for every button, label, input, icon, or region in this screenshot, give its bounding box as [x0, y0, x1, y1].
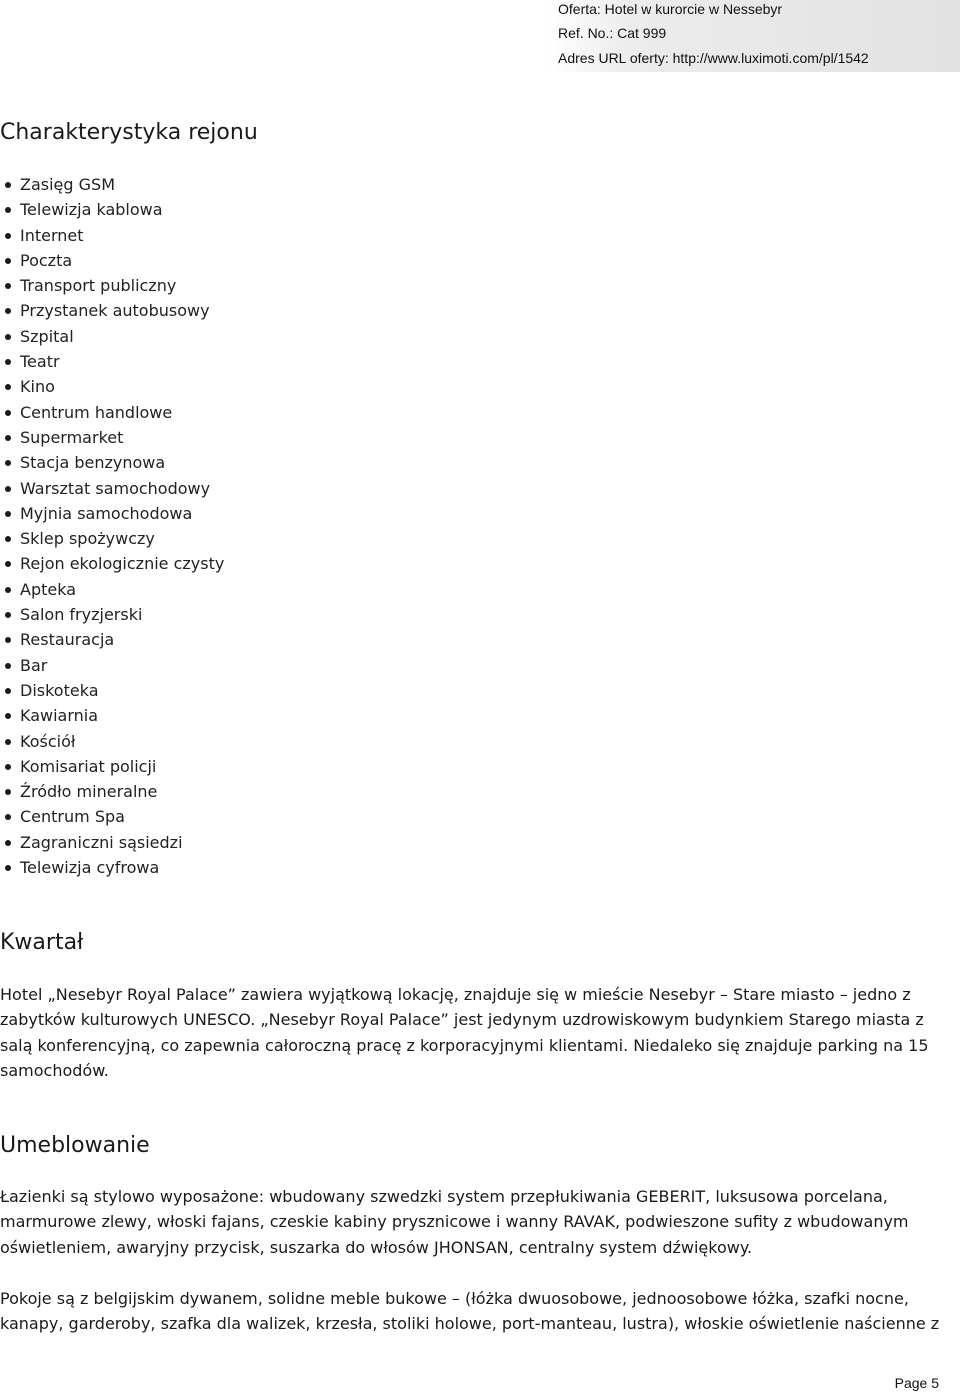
bullet-icon [5, 207, 11, 213]
list-item [0, 551, 224, 576]
list-item-label: Restauracja [20, 630, 115, 650]
page-header [0, 0, 960, 72]
list-item-label: Komisariat policji [20, 756, 157, 776]
list-item [0, 779, 224, 804]
list-item [0, 804, 224, 829]
list-item [0, 754, 224, 779]
list-item [0, 678, 224, 703]
list-item-label: Apteka [20, 579, 77, 599]
list-item [0, 577, 224, 602]
list-item [0, 273, 224, 298]
list-item-label: Centrum handlowe [20, 402, 173, 422]
list-item-label: Warsztat samochodowy [20, 478, 211, 498]
bullet-icon [5, 410, 11, 416]
list-item [0, 349, 224, 374]
list-item [0, 450, 224, 475]
bullet-icon [5, 334, 11, 340]
bullet-icon [5, 840, 11, 846]
list-item-label: Diskoteka [20, 680, 99, 700]
list-item-label: Bar [20, 655, 48, 675]
list-item-label: Kino [20, 377, 55, 397]
list-item [0, 223, 224, 248]
list-item [0, 298, 224, 323]
bullet-icon [5, 233, 11, 239]
list-item [0, 653, 224, 678]
list-item [0, 425, 224, 450]
bullet-icon [5, 435, 11, 441]
list-item [0, 374, 224, 399]
reference-number: Ref. No.: Cat 999 [558, 25, 667, 41]
bullet-icon [5, 713, 11, 719]
list-item [0, 729, 224, 754]
list-item-label: Zagraniczni sąsiedzi [20, 832, 183, 852]
bullet-icon [5, 865, 11, 871]
bullet-icon [5, 587, 11, 593]
list-item-label: Centrum Spa [20, 807, 125, 827]
list-item-label: Rejon ekologicznie czysty [20, 554, 225, 574]
list-item [0, 400, 224, 425]
page-number: Page 5 [894, 1375, 939, 1391]
bullet-icon [5, 182, 11, 188]
list-item-label: Telewizja cyfrowa [20, 858, 160, 878]
list-item-label: Telewizja kablowa [20, 200, 163, 220]
bullet-icon [5, 814, 11, 820]
list-item-label: Szpital [20, 326, 74, 346]
bullet-icon [5, 359, 11, 365]
bullet-icon [5, 612, 11, 618]
quarter-section-title: Kwartał [0, 930, 84, 955]
rooms-description: Pokoje są z belgijskim dywanem, solidne meble bukowe – (łóżka dwuosobowe, jednoosobowe łóżka, szafki nocne, kanapy, garderoby, szafka dla walizek, krzesła, stoliki holowe, port-manteau, lustra), włoskie oświetlenie naścienne z [0, 1289, 940, 1334]
bullet-icon [5, 663, 11, 669]
list-item [0, 197, 224, 222]
list-item [0, 830, 224, 855]
region-section-title: Charakterystyka rejonu [0, 120, 258, 145]
list-item [0, 627, 224, 652]
offer-url: Adres URL oferty: http://www.luximoti.com/pl/1542 [558, 50, 869, 66]
list-item [0, 501, 224, 526]
list-item-label: Teatr [20, 352, 60, 372]
list-item [0, 526, 224, 551]
bullet-icon [5, 486, 11, 492]
list-item [0, 703, 224, 728]
bullet-icon [5, 308, 11, 314]
list-item [0, 248, 224, 273]
list-item [0, 172, 224, 197]
region-feature-list [0, 172, 224, 880]
list-item-label: Zasięg GSM [20, 175, 115, 194]
list-item [0, 324, 224, 349]
list-item-label: Przystanek autobusowy [20, 301, 210, 321]
list-item-label: Kawiarnia [20, 706, 99, 726]
bullet-icon [5, 283, 11, 289]
bullet-icon [5, 511, 11, 517]
list-item-label: Poczta [20, 250, 73, 270]
quarter-description: Hotel „Nesebyr Royal Palace” zawiera wyjątkową lokację, znajduje się w mieście Nesebyr – Stare miasto – jedno z zabytków kulturowych UNESCO. „Nesebyr Royal Palace” jest jedynym uzdrowiskowym budynkiem Starego miasta z salą konferencyjną, co zapewnia całoroczną pracę z korporacyjnymi klientami. Niedaleko się znajduje parking na 15 samochodów. [0, 985, 929, 1080]
list-item-label: Internet [20, 225, 84, 245]
bullet-icon [5, 258, 11, 264]
list-item-label: Sklep spożywczy [20, 529, 155, 549]
list-item-label: Stacja benzynowa [20, 453, 166, 473]
list-item-label: Salon fryzjerski [20, 605, 143, 625]
bullet-icon [5, 460, 11, 466]
list-item-label: Myjnia samochodowa [20, 503, 193, 523]
furnishing-section-title: Umeblowanie [0, 1133, 150, 1158]
bullet-icon [5, 384, 11, 390]
list-item [0, 855, 224, 880]
list-item-label: Kościół [20, 731, 76, 751]
list-item [0, 476, 224, 501]
bullet-icon [5, 789, 11, 795]
list-item-label: Źródło mineralne [20, 782, 158, 802]
bullet-icon [5, 688, 11, 694]
bullet-icon [5, 536, 11, 542]
list-item [0, 602, 224, 627]
list-item-label: Supermarket [20, 427, 124, 447]
bullet-icon [5, 561, 11, 567]
offer-title: Oferta: Hotel w kurorcie w Nessebyr [558, 1, 783, 17]
bathrooms-description: Łazienki są stylowo wyposażone: wbudowany szwedzki system przepłukiwania GEBERIT, luksusowa porcelana, marmurowe zlewy, włoski fajans, czeskie kabiny prysznicowe i wanny RAVAK, podwieszone sufity z wbudowanym oświetleniem, awaryjny przycisk, suszarka do włosów JHONSAN, centralny system dźwiękowy. [0, 1187, 909, 1257]
bullet-icon [5, 764, 11, 770]
bullet-icon [5, 637, 11, 643]
bullet-icon [5, 739, 11, 745]
list-item-label: Transport publiczny [20, 276, 177, 296]
